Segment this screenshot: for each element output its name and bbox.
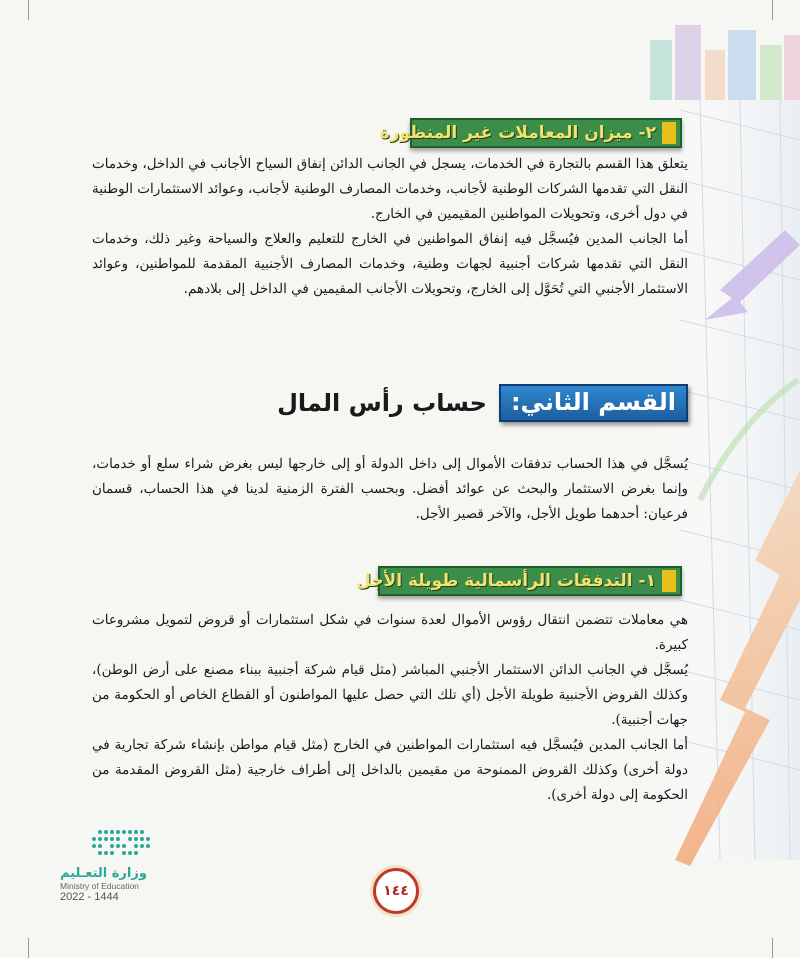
part2-intro [92,452,688,527]
part-title [277,384,688,422]
ministry-logo [60,826,180,903]
paragraph: يتعلق هذا القسم بالتجارة في الخدمات، يسجل في الجانب الدائن إنفاق السياح الأجانب في الداخل، وخدمات النقل التي تقدمها الشركات الوطنية لأجانب، وخدمات المصارف الوطنية لأجانب، وعوائد الاستثمارات الوطنية في دول أخرى، وتحويلات المواطنين المقيمين في الخارج. [92,156,688,222]
section-heading-text: ٢- ميزان المعاملات غير المنظورة [379,123,656,143]
part-title-text: حساب رأس المال [277,389,487,417]
section-heading-invisible-transactions [379,118,682,148]
paragraph: يُسجَّل في هذا الحساب تدفقات الأموال إلى داخل الدولة أو إلى خارجها ليس بغرض شراء سلع أو خدمات، وإنما بغرض الاستثمار والبحث عن عوائد أفضل. وبحسب الفترة الزمنية لدينا في هذا الحساب، قسمان فرعيان: أحدهما طويل الأجل، والآخر قصير الأجل. [92,456,688,522]
edition-year: 2022 - 1444 [60,891,119,903]
section-heading-long-term-flows [356,566,682,596]
paragraph: أما الجانب المدين فيُسجَّل فيه إنفاق المواطنين في الخارج للتعليم والعلاج والسياحة وغير ذلك، وخدمات النقل التي تقدمها شركات أجنبية لجهات وطنية، وخدمات المصارف الأجنبية المقدمة للمواطنين، وعوائد الاستثمار الأجنبي التي تُحَوَّل إلى الخارج، وتحويلات الأجانب المقيمين في الداخل إلى بلادهم. [92,231,688,297]
heading-marker [662,570,676,592]
long-term-body [92,608,688,808]
ministry-name-en: Ministry of Education [60,881,139,891]
ministry-dots-icon [60,826,160,862]
page-number: ١٤٤ [373,868,419,914]
crop-mark [28,938,29,958]
ministry-name-ar: وزارة التعـليم [60,866,147,881]
heading-marker [662,122,676,144]
paragraph: يُسجَّل في الجانب الدائن الاستثمار الأجنبي المباشر (مثل قيام شركة أجنبية ببناء مصنع على أرض الوطن)، وكذلك القروض الأجنبية طويلة الأجل (أي تلك التي حصل عليها المواطنون أو القطاع الخاص أو الحكومة من جهات أجنبية). [92,662,688,728]
crop-mark [28,0,29,20]
section1-body [92,152,688,302]
paragraph: أما الجانب المدين فيُسجَّل فيه استثمارات المواطنين في الخارج (مثل قيام مواطن بإنشاء شركة تجارية في دولة أخرى) وكذلك القروض الممنوحة من مقيمين بالداخل إلى أطراف خارجية (مثل القروض المقدمة من الحكومة إلى دولة أخرى). [92,737,688,803]
part-title-tab: القسم الثاني: [499,384,688,422]
paragraph: هي معاملات تتضمن انتقال رؤوس الأموال لعدة سنوات في شكل استثمارات أو قروض لتمويل مشروعات كبيرة. [92,612,688,653]
section-heading-text: ١- التدفقات الرأسمالية طويلة الأجل [356,571,656,591]
